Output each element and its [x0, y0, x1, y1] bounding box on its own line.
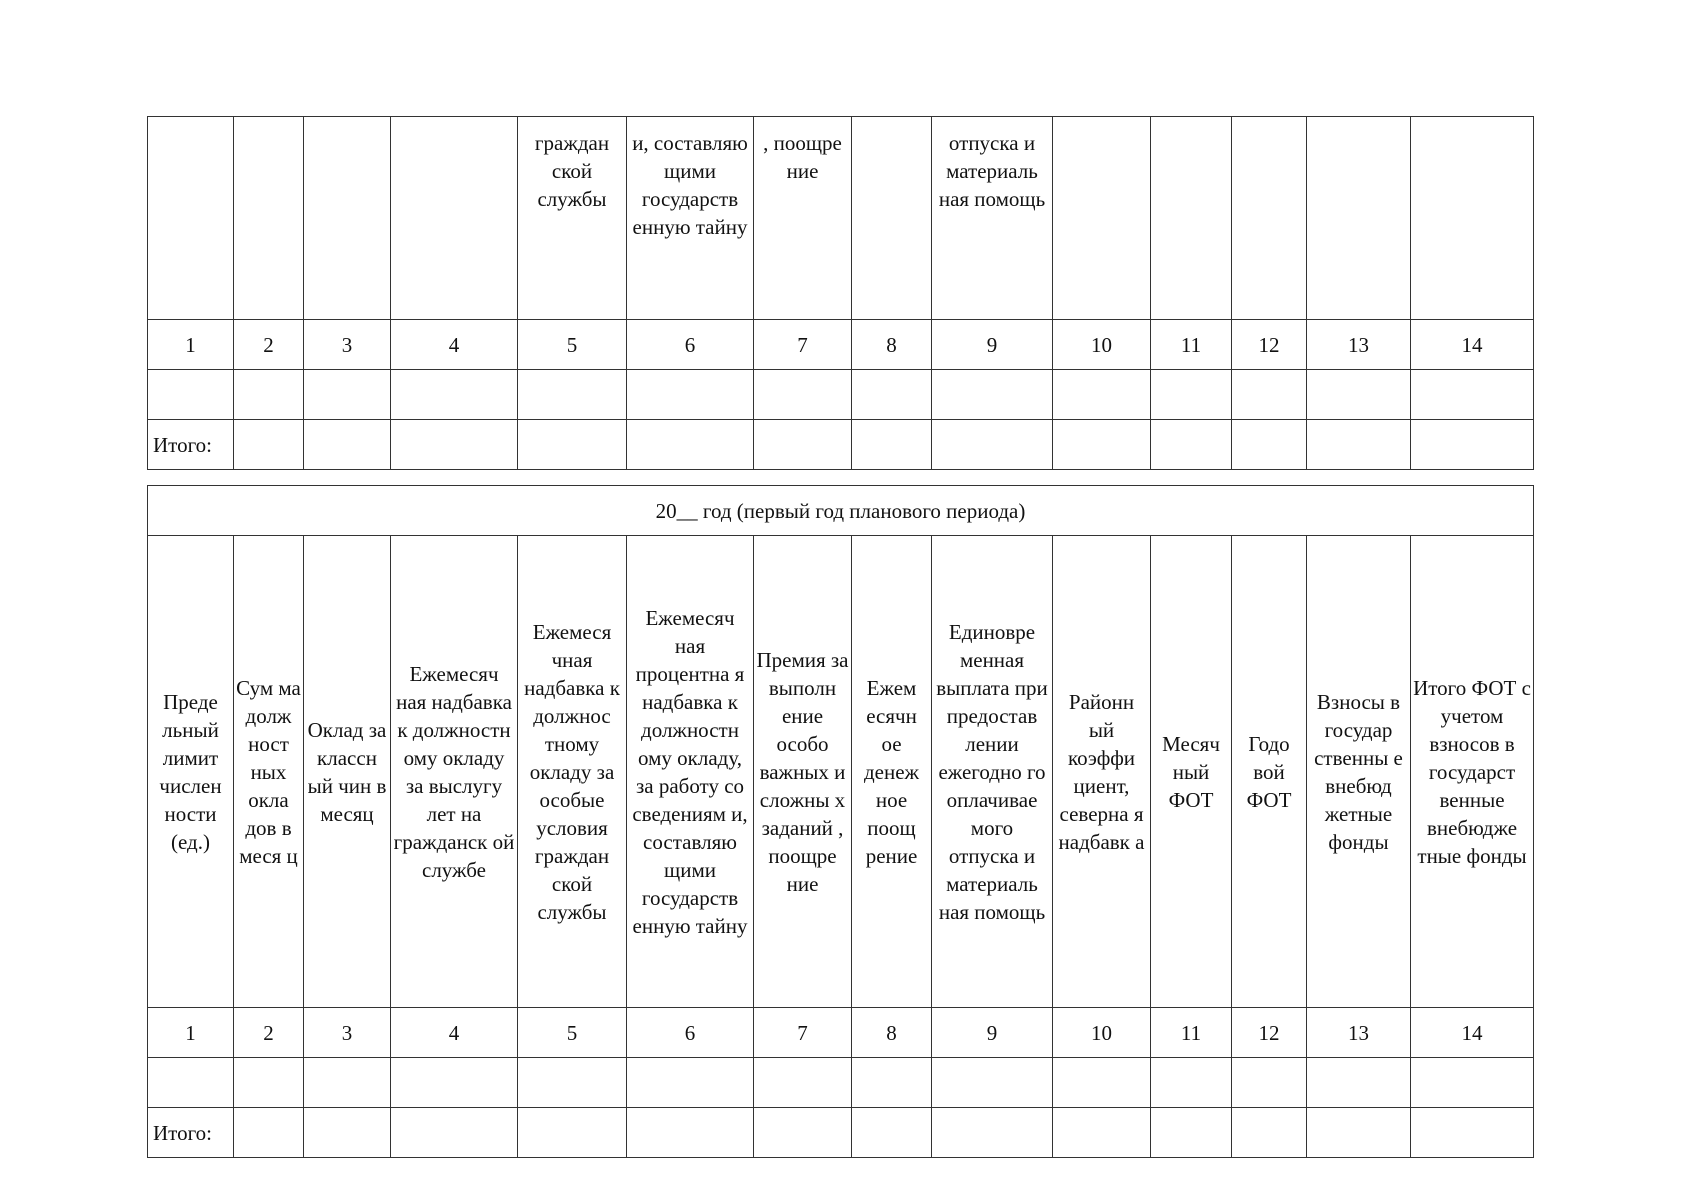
data-row [148, 1058, 1534, 1108]
total-cell[interactable] [1151, 420, 1232, 470]
data-cell[interactable] [627, 1058, 754, 1108]
column-number: 9 [932, 1008, 1053, 1058]
column-number: 4 [391, 1008, 518, 1058]
column-number: 8 [852, 320, 932, 370]
data-cell[interactable] [1053, 370, 1151, 420]
total-cell[interactable] [1053, 420, 1151, 470]
total-cell[interactable] [1053, 1108, 1151, 1158]
column-number: 1 [148, 1008, 234, 1058]
column-number: 2 [234, 320, 304, 370]
data-row [148, 370, 1534, 420]
data-cell[interactable] [148, 370, 234, 420]
column-number-row [148, 1008, 1534, 1058]
data-cell[interactable] [1411, 1058, 1534, 1108]
data-cell[interactable] [852, 1058, 932, 1108]
data-cell[interactable] [518, 1058, 627, 1108]
total-cell[interactable] [518, 1108, 627, 1158]
column-number: 9 [932, 320, 1053, 370]
total-cell[interactable] [234, 420, 304, 470]
total-cell[interactable] [932, 420, 1053, 470]
data-cell[interactable] [754, 370, 852, 420]
header-cell: Оклад за классн ый чин в месяц [304, 536, 391, 1008]
year-title: 20__ год (первый год планового периода) [148, 486, 1534, 536]
column-number-row [148, 320, 1534, 370]
total-cell[interactable] [754, 1108, 852, 1158]
data-cell[interactable] [932, 1058, 1053, 1108]
column-number: 13 [1307, 1008, 1411, 1058]
column-number: 3 [304, 320, 391, 370]
header-cell [1151, 117, 1232, 320]
total-cell[interactable] [1307, 1108, 1411, 1158]
header-cell [304, 117, 391, 320]
header-cell [1053, 117, 1151, 320]
header-cell: Ежемесяч ная надбавка к должностн ому окладу за выслугу лет на гражданск ой службе [391, 536, 518, 1008]
total-row [148, 420, 1534, 470]
header-cell: Итого ФОТ с учетом взносов в государст венные внебюдже тные фонды [1411, 536, 1534, 1008]
total-cell[interactable] [1232, 1108, 1307, 1158]
header-cell: Премия за выполн ение особо важных и сложны х заданий , поощре ние [754, 536, 852, 1008]
column-number: 5 [518, 1008, 627, 1058]
column-number: 11 [1151, 320, 1232, 370]
data-cell[interactable] [1307, 370, 1411, 420]
total-cell[interactable] [304, 1108, 391, 1158]
header-cell: Районн ый коэффи циент, северна я надбавк а [1053, 536, 1151, 1008]
header-cell [148, 117, 234, 320]
total-cell[interactable] [304, 420, 391, 470]
header-cell: Сум ма долж ност ных окла дов в меся ц [234, 536, 304, 1008]
data-cell[interactable] [932, 370, 1053, 420]
header-cell: , поощре ние [754, 117, 852, 320]
column-number: 8 [852, 1008, 932, 1058]
column-number: 7 [754, 320, 852, 370]
total-cell[interactable] [754, 420, 852, 470]
data-cell[interactable] [754, 1058, 852, 1108]
header-cell: граждан ской службы [518, 117, 627, 320]
header-cell [1411, 117, 1534, 320]
data-cell[interactable] [304, 370, 391, 420]
header-cell [1232, 117, 1307, 320]
header-cell: и, составляю щими государств енную тайну [627, 117, 754, 320]
header-cell [1307, 117, 1411, 320]
total-label: Итого: [148, 1108, 234, 1158]
header-cell: Годо вой ФОТ [1232, 536, 1307, 1008]
total-label: Итого: [148, 420, 234, 470]
total-row [148, 1108, 1534, 1158]
data-cell[interactable] [1307, 1058, 1411, 1108]
header-cell: Ежемеся чная надбавка к должнос тному окладу за особые условия граждан ской службы [518, 536, 627, 1008]
data-cell[interactable] [1053, 1058, 1151, 1108]
data-cell[interactable] [1411, 370, 1534, 420]
column-number: 10 [1053, 1008, 1151, 1058]
data-cell[interactable] [304, 1058, 391, 1108]
column-number: 3 [304, 1008, 391, 1058]
column-number: 7 [754, 1008, 852, 1058]
data-cell[interactable] [148, 1058, 234, 1108]
column-number: 2 [234, 1008, 304, 1058]
header-cell: Ежем есячн ое денеж ное поощ рение [852, 536, 932, 1008]
fot-table-first-plan-year [147, 485, 1534, 1158]
column-number: 12 [1232, 1008, 1307, 1058]
year-title-row [148, 486, 1534, 536]
data-cell[interactable] [391, 370, 518, 420]
column-number: 5 [518, 320, 627, 370]
header-cell [852, 117, 932, 320]
total-cell[interactable] [234, 1108, 304, 1158]
data-cell[interactable] [1151, 1058, 1232, 1108]
header-cell: отпуска и материаль ная помощь [932, 117, 1053, 320]
data-cell[interactable] [234, 1058, 304, 1108]
header-cell: Взносы в государ ственны е внебюд жетные фонды [1307, 536, 1411, 1008]
header-cell: Единовре менная выплата при предостав лении ежегодно го оплачивае мого отпуска и материаль ная помощь [932, 536, 1053, 1008]
header-cell: Преде льный лимит числен ности (ед.) [148, 536, 234, 1008]
data-cell[interactable] [852, 370, 932, 420]
column-number: 14 [1411, 1008, 1534, 1058]
column-number: 12 [1232, 320, 1307, 370]
header-cell: Ежемесяч ная процентна я надбавка к должностн ому окладу, за работу со сведениям и, составляю щими государств енную тайну [627, 536, 754, 1008]
column-number: 11 [1151, 1008, 1232, 1058]
header-row [148, 117, 1534, 320]
total-cell[interactable] [1151, 1108, 1232, 1158]
total-cell[interactable] [627, 420, 754, 470]
total-cell[interactable] [518, 420, 627, 470]
total-cell[interactable] [391, 420, 518, 470]
total-cell[interactable] [391, 1108, 518, 1158]
header-row [148, 536, 1534, 1008]
data-cell[interactable] [1232, 1058, 1307, 1108]
total-cell[interactable] [852, 1108, 932, 1158]
header-cell: Месяч ный ФОТ [1151, 536, 1232, 1008]
total-cell[interactable] [932, 1108, 1053, 1158]
column-number: 10 [1053, 320, 1151, 370]
column-number: 6 [627, 320, 754, 370]
data-cell[interactable] [518, 370, 627, 420]
total-cell[interactable] [1232, 420, 1307, 470]
column-number: 14 [1411, 320, 1534, 370]
total-cell[interactable] [1307, 420, 1411, 470]
column-number: 13 [1307, 320, 1411, 370]
total-cell[interactable] [852, 420, 932, 470]
data-cell[interactable] [1151, 370, 1232, 420]
column-number: 1 [148, 320, 234, 370]
data-cell[interactable] [627, 370, 754, 420]
total-cell[interactable] [1411, 1108, 1534, 1158]
data-cell[interactable] [234, 370, 304, 420]
fot-table-continued [147, 116, 1534, 470]
column-number: 6 [627, 1008, 754, 1058]
total-cell[interactable] [627, 1108, 754, 1158]
column-number: 4 [391, 320, 518, 370]
data-cell[interactable] [391, 1058, 518, 1108]
total-cell[interactable] [1411, 420, 1534, 470]
data-cell[interactable] [1232, 370, 1307, 420]
header-cell [391, 117, 518, 320]
header-cell [234, 117, 304, 320]
